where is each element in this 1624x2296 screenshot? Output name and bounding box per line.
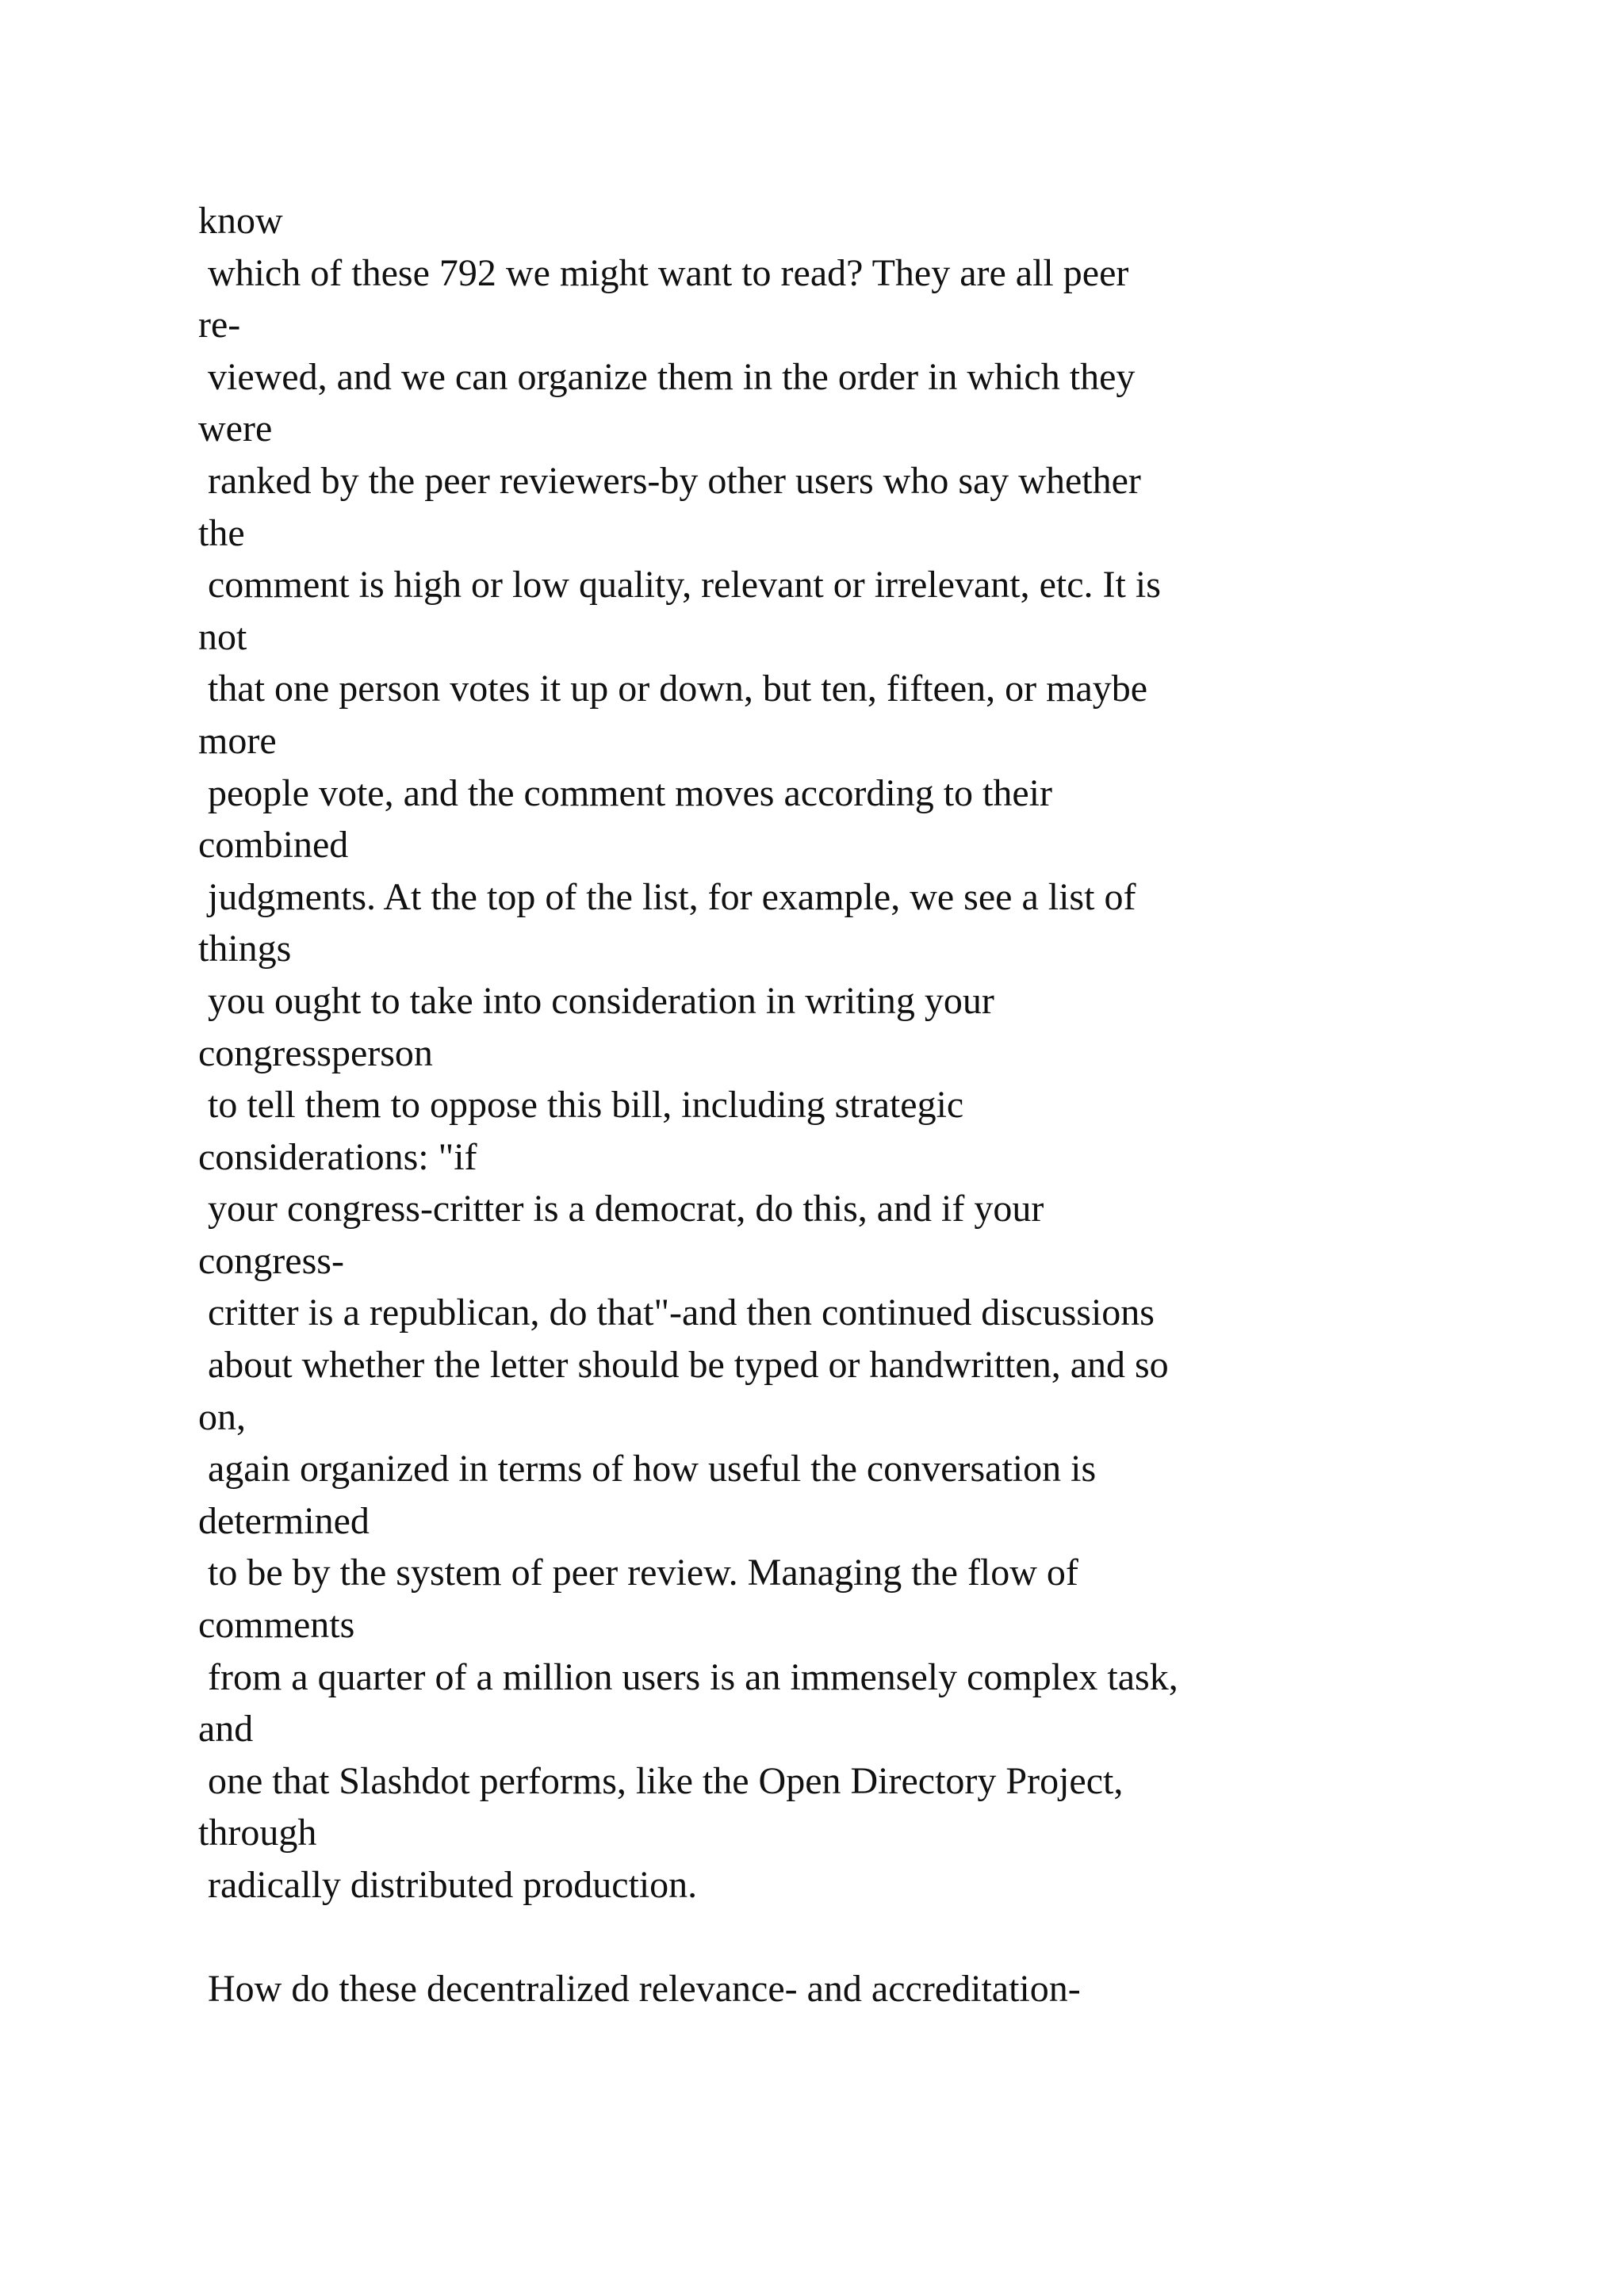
text-line: to be by the system of peer review. Managing the flow of (198, 1552, 1078, 1594)
paragraph-break (198, 1911, 1546, 1964)
text-line: congressperson (198, 1031, 433, 1074)
text-line: from a quarter of a million users is an immensely complex task, (198, 1655, 1178, 1698)
text-line: radically distributed production. (198, 1864, 698, 1906)
text-line: people vote, and the comment moves according to their (198, 771, 1052, 814)
document-text (198, 195, 1546, 2015)
text-line: through (198, 1812, 317, 1854)
text-line: considerations: "if (198, 1135, 477, 1178)
text-line: the (198, 511, 245, 554)
text-line: were (198, 408, 273, 450)
text-line: comments (198, 1604, 355, 1647)
text-line: which of these 792 we might want to read? They are all peer (198, 251, 1129, 294)
text-line: that one person votes it up or down, but ten, fifteen, or maybe (198, 668, 1148, 710)
text-line: determined (198, 1499, 370, 1542)
text-line: re- (198, 304, 241, 346)
text-line: to tell them to oppose this bill, including strategic (198, 1084, 964, 1127)
text-line: know (198, 200, 283, 242)
text-line: not (198, 615, 247, 658)
text-line: How do these decentralized relevance- and accreditation- (198, 1968, 1081, 2011)
text-line: ranked by the peer reviewers-by other users who say whether (198, 459, 1141, 502)
text-line: things (198, 928, 292, 970)
text-line: combined (198, 824, 349, 867)
text-line: your congress-critter is a democrat, do this, and if your (198, 1188, 1044, 1230)
text-line: critter is a republican, do that"-and then continued discussions (198, 1292, 1155, 1334)
text-line: again organized in terms of how useful the conversation is (198, 1448, 1097, 1490)
text-line: about whether the letter should be typed or handwritten, and so (198, 1344, 1169, 1387)
text-line: comment is high or low quality, relevant or irrelevant, etc. It is (198, 564, 1161, 607)
text-line: congress- (198, 1239, 344, 1282)
text-line: more (198, 719, 277, 762)
text-line: and (198, 1708, 254, 1751)
text-line: judgments. At the top of the list, for example, we see a list of (198, 875, 1136, 918)
text-line: on, (198, 1395, 246, 1438)
text-line: you ought to take into consideration in writing your (198, 979, 994, 1022)
text-line: viewed, and we can organize them in the order in which they (198, 355, 1136, 398)
text-line: one that Slashdot performs, like the Open Directory Project, (198, 1759, 1124, 1802)
